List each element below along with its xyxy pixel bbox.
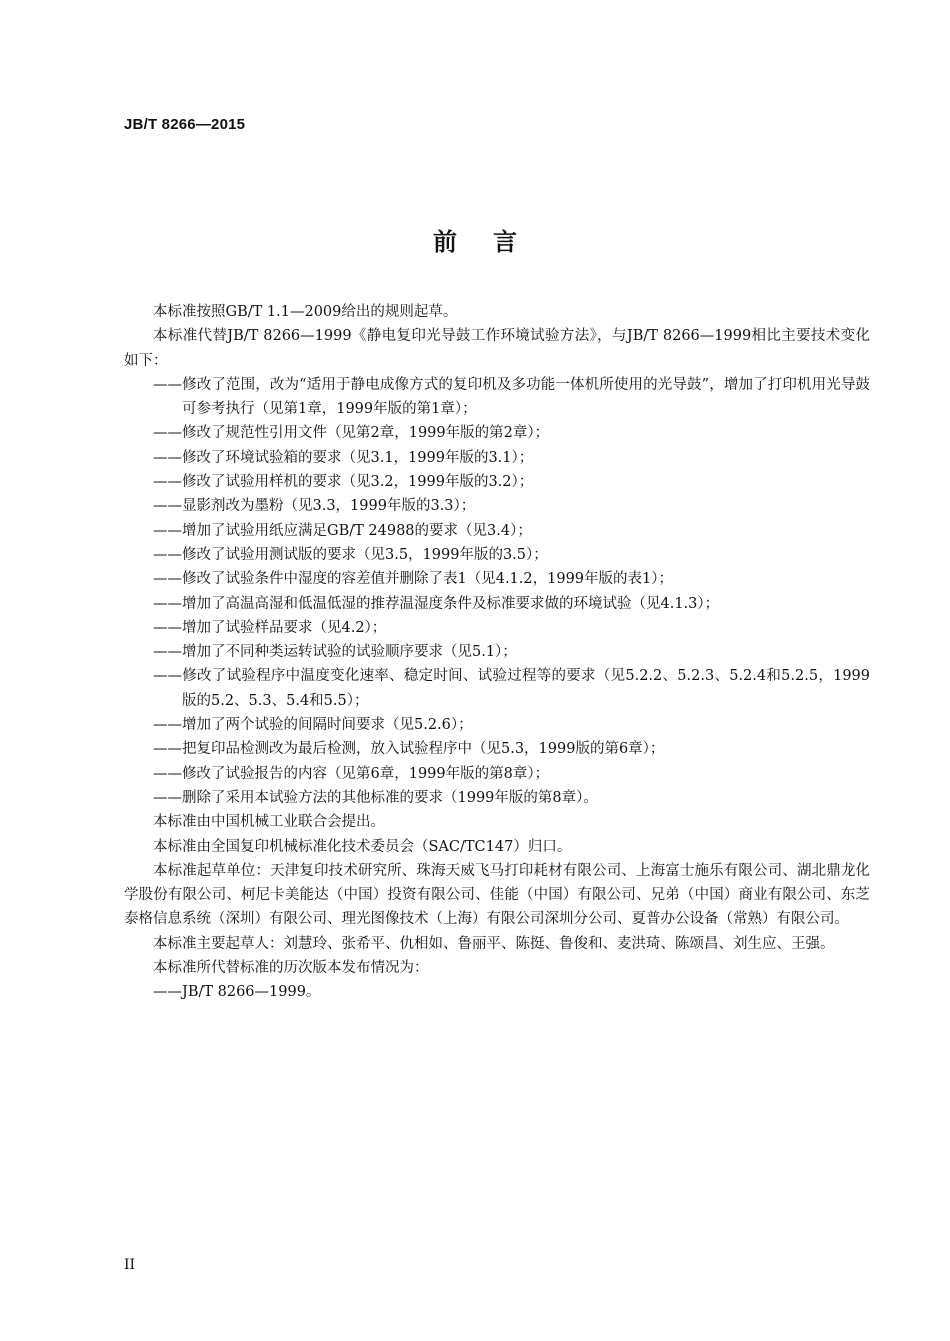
list-item: ——增加了试验样品要求（见4.2）； [153, 619, 387, 636]
list-item: ——修改了范围，改为“适用于静电成像方式的复印机及多功能一体机所使用的光导鼓”，增加了打印机用光导鼓可参考执行（见第1章，1999年版的第1章）； [153, 376, 870, 418]
list-item: ——修改了试验程序中温度变化速率、稳定时间、试验过程等的要求（见5.2.2、5.2.3、5.2.4和5.2.5，1999版的5.2、5.3、5.4和5.5）； [153, 668, 870, 709]
paragraph-history-intro: 本标准所代替标准的历次版本发布情况为： [153, 960, 429, 977]
list-item: ——修改了试验报告的内容（见第6章，1999年版的第8章）； [153, 765, 550, 782]
list-item: ——删除了采用本试验方法的其他标准的要求（1999年版的第8章）。 [153, 789, 598, 806]
list-item: ——修改了试验用样机的要求（见3.2，1999年版的3.2）； [153, 474, 534, 491]
standard-code-header: JB/T 8266—2015 [124, 116, 246, 133]
paragraph-proposer: 本标准由中国机械工业联合会提出。 [153, 814, 385, 831]
paragraph-drafting-rules: 本标准按照GB/T 1.1—2009给出的规则起草。 [153, 304, 458, 320]
list-item: ——修改了环境试验箱的要求（见3.1，1999年版的3.1）； [153, 449, 534, 466]
paragraph-committee: 本标准由全国复印机械标准化技术委员会（SAC/TC147）归口。 [153, 838, 572, 855]
list-item: ——把复印品检测改为最后检测，放入试验程序中（见5.3，1999版的第6章）； [153, 741, 665, 758]
foreword-body [124, 300, 870, 1005]
list-item: ——修改了试验条件中湿度的容差值并删除了表1（见4.1.2，1999年版的表1）； [153, 571, 673, 588]
list-item: ——增加了试验用纸应满足GB/T 24988的要求（见3.4）； [153, 522, 532, 539]
list-item: ——修改了试验用测试版的要求（见3.5，1999年版的3.5）； [153, 546, 548, 563]
paragraph-replacement: 本标准代替JB/T 8266—1999《静电复印光导鼓工作环境试验方法》，与JB/T 8266—1999相比主要技术变化如下： [124, 328, 870, 369]
page-title: 前言 [433, 228, 553, 256]
history-list [124, 980, 870, 1004]
list-item: ——JB/T 8266—1999。 [153, 984, 321, 1001]
paragraph-drafting-units: 本标准起草单位：天津复印技术研究所、珠海天威飞马打印耗材有限公司、上海富士施乐有限公司、湖北鼎龙化学股份有限公司、柯尼卡美能达（中国）投资有限公司、佳能（中国）有限公司、兄弟（中国）商业有限公司、东芝泰格信息系统（深圳）有限公司、理光图像技术（上海）有限公司深圳分公司、夏普办公设备（常熟）有限公司。 [124, 862, 870, 928]
list-item: ——增加了高温高湿和低温低湿的推荐温湿度条件及标准要求做的环境试验（见4.1.3）； [153, 595, 720, 612]
page-number: II [124, 1257, 136, 1273]
paragraph-drafters: 本标准主要起草人：刘慧玲、张希平、仇相如、鲁丽平、陈挺、鲁俊和、麦洪琦、陈颂昌、刘生应、王强。 [153, 935, 835, 952]
list-item: ——增加了不同种类运转试验的试验顺序要求（见5.1）； [153, 644, 517, 661]
changes-list [124, 373, 870, 810]
list-item: ——显影剂改为墨粉（见3.3，1999年版的3.3）； [153, 498, 476, 515]
list-item: ——增加了两个试验的间隔时间要求（见5.2.6）； [153, 717, 473, 734]
list-item: ——修改了规范性引用文件（见第2章，1999年版的第2章）； [153, 425, 550, 442]
